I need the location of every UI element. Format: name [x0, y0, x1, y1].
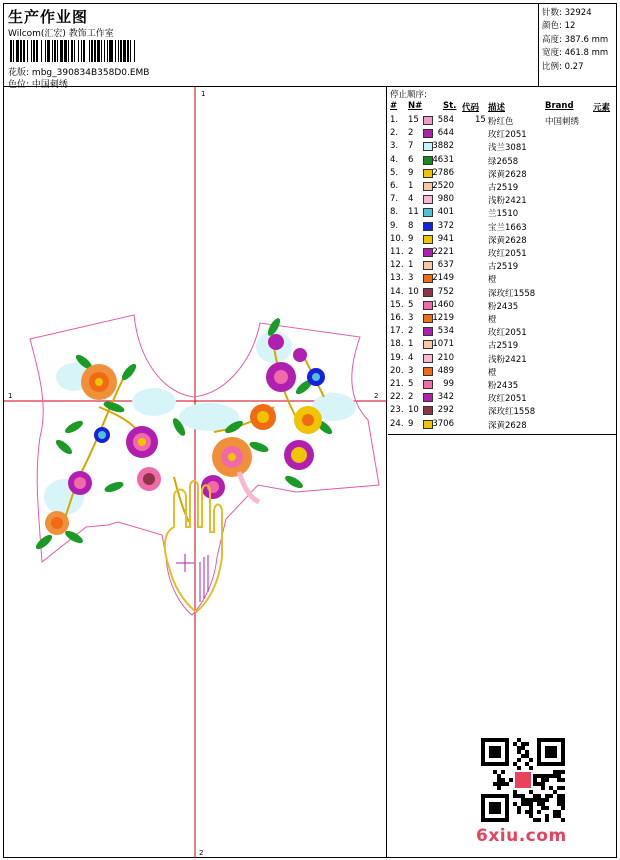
row-desc: 粉红色 [488, 117, 514, 127]
top-marker: 1 [201, 90, 206, 98]
row-stitches: 342 [437, 392, 454, 403]
row-stitches: 1071 [432, 339, 454, 350]
row-needle: 10 [408, 405, 419, 416]
table-row [388, 127, 617, 140]
row-stitches: 99 [443, 379, 454, 389]
table-row [388, 272, 617, 285]
row-num: 20. [390, 365, 404, 376]
row-num: 18. [390, 339, 404, 350]
row-desc: 玫红2051 [488, 130, 527, 141]
design-scale: 比例: 0.27 [542, 62, 584, 72]
row-desc: 玫红2051 [488, 328, 527, 339]
row-stitches: 4631 [432, 154, 454, 165]
table-row [388, 114, 617, 127]
row-stitches: 1219 [432, 313, 454, 323]
row-desc: 玫红2051 [488, 394, 527, 405]
table-row [388, 325, 617, 338]
row-needle: 3 [408, 273, 414, 284]
row-num: 19. [390, 352, 404, 363]
row-num: 2. [390, 128, 399, 139]
header-brand: Brand [545, 101, 574, 111]
site-watermark: 6xiu.com [476, 826, 567, 846]
design-file: mbg_390834B358D0.EMB [31, 68, 150, 78]
table-row [388, 391, 617, 404]
row-needle: 15 [408, 115, 419, 125]
table-row [388, 418, 617, 431]
table-row [388, 220, 617, 233]
left-marker: 1 [8, 392, 13, 400]
table-row [388, 180, 617, 193]
row-num: 4. [390, 154, 399, 165]
stitch-count: 针数: 32924 [542, 8, 592, 18]
page-title: 生产作业图 [8, 8, 89, 26]
row-needle: 1 [408, 339, 414, 350]
row-num: 14. [390, 286, 404, 297]
row-desc: 古2519 [488, 183, 519, 193]
row-needle: 7 [408, 141, 414, 152]
row-stitches: 489 [437, 365, 454, 376]
design-canvas [4, 87, 387, 858]
row-stitches: 401 [437, 207, 454, 218]
row-needle: 5 [408, 299, 414, 310]
row-num: 16. [390, 313, 404, 323]
header-element: 元素 [593, 103, 611, 113]
bottom-marker: 2 [199, 849, 204, 857]
table-row [388, 352, 617, 365]
table-row [388, 312, 617, 325]
row-needle: 3 [408, 365, 414, 376]
right-marker: 2 [374, 392, 379, 400]
row-needle: 9 [408, 418, 414, 429]
table-row [388, 378, 617, 391]
table-row [388, 365, 617, 378]
row-needle: 6 [408, 154, 414, 165]
studio-name: Wilcom(汇宏) 教饰工作室 [8, 29, 114, 39]
table-row [388, 338, 617, 351]
row-stitches: 2149 [432, 273, 454, 284]
row-num: 22. [390, 392, 404, 403]
table-row [388, 404, 617, 417]
row-desc: 古2519 [488, 341, 519, 352]
row-desc: 深黄2628 [488, 420, 527, 431]
row-stitches: 210 [437, 352, 454, 363]
row-desc: 深玫红1558 [488, 288, 536, 299]
header-code: 代码 [462, 103, 480, 113]
row-brand: 中国刺绣 [545, 117, 580, 127]
design-label: 花版: [8, 68, 30, 78]
row-desc: 玫红2051 [488, 249, 527, 259]
design-info-panel [538, 4, 617, 87]
row-stitches: 941 [437, 233, 454, 244]
row-desc: 深黄2628 [488, 169, 527, 180]
row-desc: 古2519 [488, 262, 519, 273]
row-needle: 10 [408, 286, 419, 297]
table-row [388, 193, 617, 206]
row-stitches: 637 [437, 260, 454, 271]
row-stitches: 3706 [432, 418, 454, 429]
row-desc: 粉2435 [488, 301, 519, 312]
embroidery-preview [4, 87, 387, 858]
table-row [388, 246, 617, 259]
row-desc: 绿2658 [488, 156, 519, 167]
header-desc: 描述 [488, 103, 506, 113]
stop-sequence-title: 停止顺序: [390, 90, 427, 100]
row-num: 3. [390, 141, 399, 152]
row-num: 5. [390, 167, 399, 178]
row-needle: 1 [408, 260, 414, 271]
row-needle: 4 [408, 352, 414, 363]
row-desc: 浅粉2421 [488, 354, 527, 365]
row-stitches: 980 [437, 194, 454, 205]
row-desc: 橙 [488, 367, 497, 378]
table-row [388, 286, 617, 299]
row-needle: 2 [408, 392, 414, 403]
table-header [388, 101, 617, 113]
header-stitches: St. [443, 101, 457, 111]
barcode [10, 40, 238, 62]
row-needle: 5 [408, 379, 414, 389]
row-stitches: 752 [437, 286, 454, 297]
row-needle: 9 [408, 233, 414, 244]
row-desc: 橙 [488, 275, 497, 286]
colorway-label: 色位: [8, 80, 30, 90]
row-num: 17. [390, 326, 404, 337]
row-needle: 4 [408, 194, 414, 205]
row-desc: 橙 [488, 315, 497, 325]
row-needle: 1 [408, 181, 414, 191]
row-needle: 2 [408, 247, 414, 257]
row-stitches: 534 [437, 326, 454, 337]
row-num: 10. [390, 233, 404, 244]
row-stitches: 2786 [432, 167, 454, 178]
row-desc: 深玫红1558 [488, 407, 536, 418]
row-stitches: 292 [437, 405, 454, 416]
row-desc: 宝兰1663 [488, 222, 527, 233]
row-desc: 浅兰3081 [488, 143, 527, 154]
row-desc: 粉2435 [488, 381, 519, 391]
table-row [388, 206, 617, 219]
row-needle: 3 [408, 313, 414, 323]
row-num: 1. [390, 115, 399, 125]
row-num: 7. [390, 194, 399, 205]
qr-code [481, 738, 565, 822]
hand-motif [165, 481, 222, 612]
row-num: 23. [390, 405, 404, 416]
header-needle: N# [408, 101, 423, 111]
row-num: 21. [390, 379, 404, 389]
row-num: 15. [390, 299, 404, 310]
row-num: 8. [390, 207, 399, 218]
table-row [388, 167, 617, 180]
table-row [388, 154, 617, 167]
design-width: 宽度: 461.8 mm [542, 48, 609, 58]
row-num: 12. [390, 260, 404, 271]
row-num: 11. [390, 247, 404, 257]
row-needle: 2 [408, 128, 414, 139]
row-needle: 8 [408, 220, 414, 231]
color-stop-table [388, 87, 617, 435]
row-needle: 2 [408, 326, 414, 337]
row-code: 15 [475, 115, 486, 125]
colorway-value: 中国刺绣 [31, 80, 68, 90]
row-num: 13. [390, 273, 404, 284]
row-num: 9. [390, 220, 399, 231]
row-needle: 11 [408, 207, 419, 218]
table-row [388, 299, 617, 312]
color-count: 颜色: 12 [542, 21, 576, 31]
row-stitches: 2221 [432, 247, 454, 257]
row-stitches: 644 [437, 128, 454, 139]
row-stitches: 1460 [432, 299, 454, 310]
row-stitches: 584 [437, 115, 454, 125]
row-stitches: 2520 [432, 181, 454, 191]
design-height: 高度: 387.6 mm [542, 35, 609, 45]
row-num: 6. [390, 181, 399, 191]
row-desc: 浅粉2421 [488, 196, 527, 207]
header-num: # [390, 101, 398, 111]
table-row [388, 233, 617, 246]
table-row [388, 140, 617, 153]
row-stitches: 3882 [432, 141, 454, 152]
header-left [4, 4, 538, 90]
row-needle: 9 [408, 167, 414, 178]
row-desc: 深黄2628 [488, 235, 527, 246]
table-row [388, 259, 617, 272]
row-stitches: 372 [437, 220, 454, 231]
row-desc: 兰1510 [488, 209, 519, 220]
row-num: 24. [390, 418, 404, 429]
